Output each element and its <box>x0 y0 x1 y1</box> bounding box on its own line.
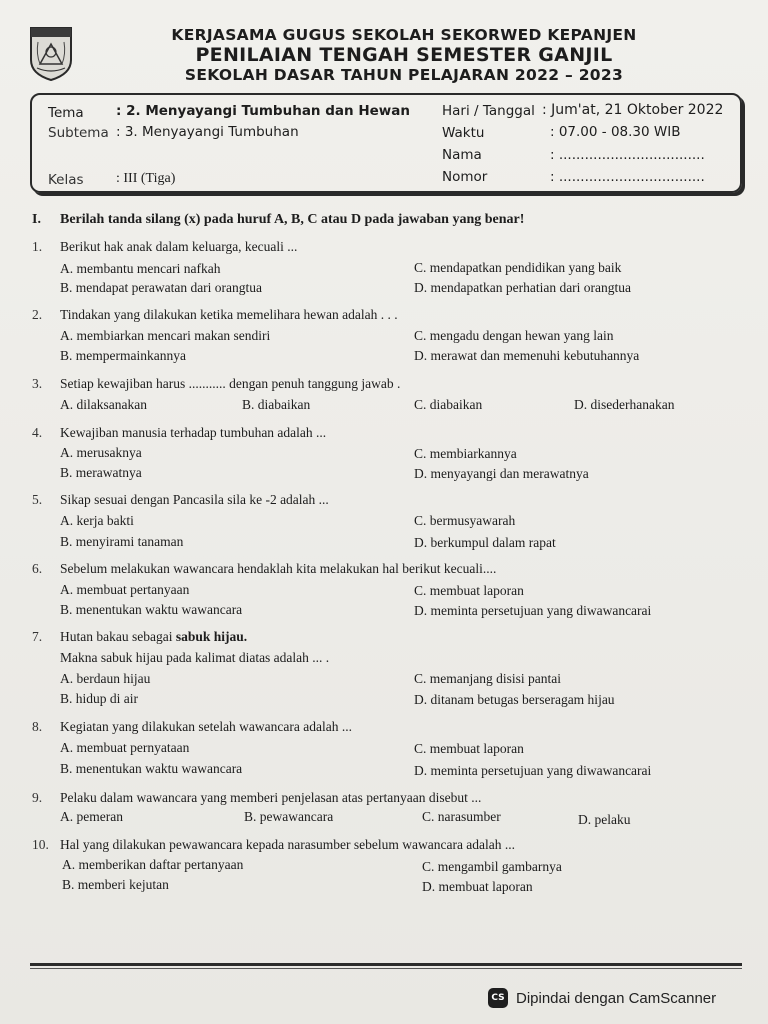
tema-label: Tema <box>48 105 84 121</box>
option-c[interactable]: C. membuat laporan <box>414 583 524 598</box>
option-c[interactable]: C. mengadu dengan hewan yang lain <box>414 328 614 343</box>
question-text-intro: Hutan bakau sebagai <box>60 629 176 644</box>
question-number: 4. <box>32 425 43 440</box>
option-d[interactable]: D. merawat dan memenuhi kebutuhannya <box>414 348 640 363</box>
option-b[interactable]: B. memberi kejutan <box>62 877 169 892</box>
camscanner-logo-icon: CS <box>488 988 508 1008</box>
option-a[interactable]: A. membiarkan mencari makan sendiri <box>60 328 271 343</box>
option-a[interactable]: A. berdaun hijau <box>60 671 151 686</box>
option-c[interactable]: C. memanjang disisi pantai <box>414 671 561 686</box>
option-d[interactable]: D. menyayangi dan merawatnya <box>414 466 589 481</box>
header-school-year: SEKOLAH DASAR TAHUN PELAJARAN 2022 – 2023 <box>184 66 624 84</box>
subtema-value: : 3. Menyayangi Tumbuhan <box>116 124 299 140</box>
hari-label: Hari / Tanggal <box>442 103 535 119</box>
instruction-text: Berilah tanda silang (x) pada huruf A, B, C atau D pada jawaban yang benar! <box>60 212 525 227</box>
question-text-line2: Makna sabuk hijau pada kalimat diatas adalah ... . <box>60 650 330 665</box>
option-d[interactable]: D. ditanam betugas berseragam hijau <box>414 692 615 707</box>
option-c[interactable]: C. diabaikan <box>414 397 483 412</box>
option-d[interactable]: D. mendapatkan perhatian dari orangtua <box>414 280 632 295</box>
waktu-label: Waktu <box>442 125 485 141</box>
question-text-emphasis: sabuk hijau. <box>175 629 248 644</box>
camscanner-text: Dipindai dengan CamScanner <box>516 989 717 1007</box>
option-b[interactable]: B. mendapat perawatan dari orangtua <box>60 280 263 295</box>
question-number: 7. <box>32 629 43 644</box>
question-text: Setiap kewajiban harus ........... dengan penuh tanggung jawab . <box>60 376 401 391</box>
question-number: 5. <box>32 492 43 507</box>
header-cooperation-title: KERJASAMA GUGUS SEKOLAH SEKORWED KEPANJEN <box>171 26 637 44</box>
kelas-value: : III (Tiga) <box>116 171 176 186</box>
option-b[interactable]: B. merawatnya <box>60 465 142 480</box>
nama-label: Nama <box>442 147 482 163</box>
option-a[interactable]: A. kerja bakti <box>60 513 134 528</box>
question-number: 6. <box>32 561 43 576</box>
question-number: 3. <box>32 376 43 391</box>
question-number: 1. <box>32 239 43 254</box>
option-d[interactable]: D. disederhanakan <box>574 397 675 412</box>
option-b[interactable]: B. mempermainkannya <box>60 348 186 363</box>
question-number: 2. <box>32 307 43 322</box>
question-number: 10. <box>32 837 49 852</box>
header-exam-title: PENILAIAN TENGAH SEMESTER GANJIL <box>195 44 613 66</box>
question-number: 8. <box>32 719 43 734</box>
question-text <box>60 629 247 645</box>
option-d[interactable]: D. berkumpul dalam rapat <box>414 535 556 550</box>
subtema-label: Subtema <box>48 125 109 141</box>
question-text: Sikap sesuai dengan Pancasila sila ke -2 adalah ... <box>60 492 329 507</box>
question-text: Berikut hak anak dalam keluarga, kecuali ... <box>60 239 298 254</box>
nomor-field[interactable]: : .................................. <box>550 169 705 185</box>
option-c[interactable]: C. bermusyawarah <box>414 513 516 528</box>
instruction-number: I. <box>32 212 41 227</box>
option-b[interactable]: B. diabaikan <box>242 397 311 412</box>
exam-info-box <box>30 93 742 193</box>
nomor-label: Nomor <box>442 169 488 185</box>
option-c[interactable]: C. narasumber <box>422 809 501 824</box>
question-text: Kewajiban manusia terhadap tumbuhan adalah ... <box>60 425 327 440</box>
option-b[interactable]: B. hidup di air <box>60 691 138 706</box>
option-a[interactable]: A. membuat pernyataan <box>60 740 190 755</box>
question-text: Pelaku dalam wawancara yang memberi penjelasan atas pertanyaan disebut ... <box>60 790 482 805</box>
question-text: Hal yang dilakukan pewawancara kepada narasumber sebelum wawancara adalah ... <box>60 837 516 852</box>
option-d[interactable]: D. pelaku <box>578 812 631 827</box>
option-d[interactable]: D. meminta persetujuan yang diwawancarai <box>414 603 652 618</box>
question-text: Kegiatan yang dilakukan setelah wawancara adalah ... <box>60 719 352 734</box>
option-c[interactable]: C. membuat laporan <box>414 741 524 756</box>
option-c[interactable]: C. mendapatkan pendidikan yang baik <box>414 260 622 275</box>
option-b[interactable]: B. pewawancara <box>244 809 334 824</box>
option-b[interactable]: B. menentukan waktu wawancara <box>60 602 243 617</box>
option-a[interactable]: A. merusaknya <box>60 445 142 460</box>
option-a[interactable]: A. pemeran <box>60 809 123 824</box>
hari-value: : Jum'at, 21 Oktober 2022 <box>542 102 724 118</box>
option-c[interactable]: C. mengambil gambarnya <box>422 859 562 874</box>
option-b[interactable]: B. menentukan waktu wawancara <box>60 761 243 776</box>
waktu-value: : 07.00 - 08.30 WIB <box>550 124 681 140</box>
option-a[interactable]: A. membantu mencari nafkah <box>60 261 221 276</box>
question-text: Tindakan yang dilakukan ketika memelihara hewan adalah . . . <box>60 307 398 322</box>
tema-value: : 2. Menyayangi Tumbuhan dan Hewan <box>116 103 410 119</box>
nama-field[interactable]: : .................................. <box>550 147 705 163</box>
option-d[interactable]: D. membuat laporan <box>422 879 533 894</box>
question-number: 9. <box>32 790 43 805</box>
footer-divider-thin <box>30 968 742 969</box>
option-a[interactable]: A. memberikan daftar pertanyaan <box>62 857 244 872</box>
option-d[interactable]: D. meminta persetujuan yang diwawancarai <box>414 763 652 778</box>
option-b[interactable]: B. menyirami tanaman <box>60 534 184 549</box>
question-text: Sebelum melakukan wawancara hendaklah kita melakukan hal berikut kecuali.... <box>60 561 497 576</box>
option-a[interactable]: A. dilaksanakan <box>60 397 147 412</box>
kelas-label: Kelas <box>48 172 84 188</box>
option-a[interactable]: A. membuat pertanyaan <box>60 582 190 597</box>
option-c[interactable]: C. membiarkannya <box>414 446 517 461</box>
footer-divider <box>30 963 742 966</box>
camscanner-watermark <box>488 987 716 1009</box>
